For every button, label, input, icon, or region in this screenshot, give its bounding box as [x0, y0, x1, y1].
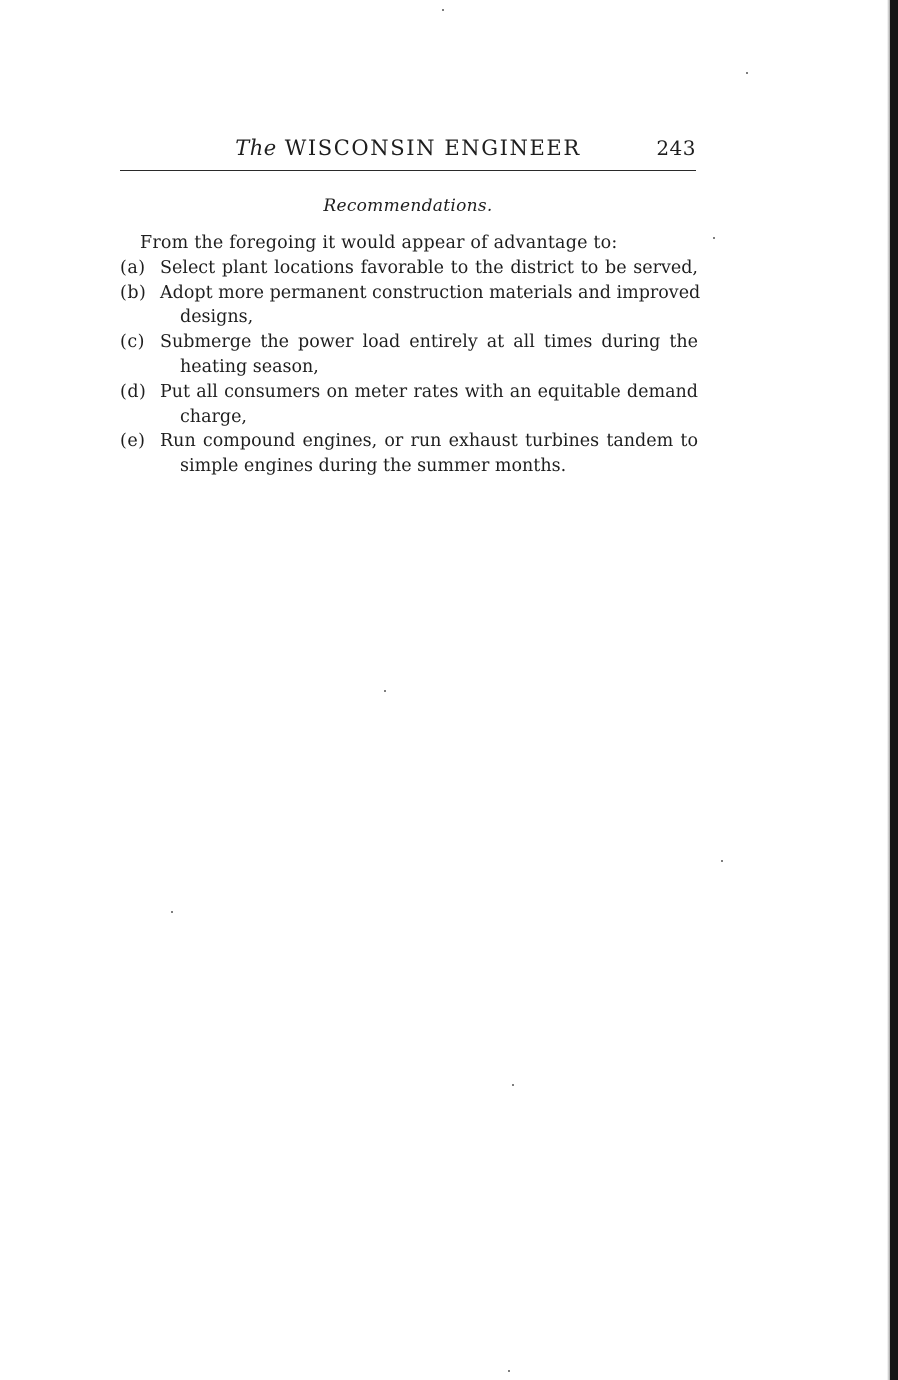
- scan-speck: [721, 860, 723, 862]
- recommendations-body: [120, 231, 701, 479]
- scan-speck: [508, 1370, 510, 1372]
- header-rule: [120, 170, 696, 171]
- scan-edge: [890, 0, 898, 1380]
- page-number: 243: [656, 136, 696, 160]
- list-item: [120, 281, 701, 331]
- list-item-continuation: heating season,: [180, 356, 319, 377]
- list-item-first-line: Put all consumers on meter rates with an equitable demand: [160, 381, 698, 402]
- scan-speck: [442, 9, 444, 11]
- journal-title: [120, 136, 696, 160]
- scan-speck: [746, 72, 748, 74]
- scan-speck: [512, 1084, 514, 1086]
- list-item-text: [160, 256, 698, 281]
- list-item-text: [160, 330, 698, 380]
- list-item-first-line: Select plant locations favorable to the district to be served,: [160, 257, 698, 278]
- list-item-first-line: Adopt more permanent construction materials and improved: [160, 282, 701, 303]
- list-item-continuation: charge,: [180, 406, 247, 427]
- list-item-marker: (b): [120, 282, 147, 303]
- list-item-text: [160, 281, 700, 331]
- running-header: [120, 134, 696, 164]
- list-item: [120, 380, 698, 430]
- list-item-marker: (a): [120, 257, 146, 278]
- list-item-text: [160, 429, 698, 479]
- intro-paragraph: From the foregoing it would appear of advantage to:: [140, 233, 618, 253]
- journal-title-prefix: The: [235, 136, 277, 160]
- scan-speck: [713, 237, 715, 239]
- journal-title-main: WISCONSIN ENGINEER: [284, 136, 581, 160]
- list-item-continuation: simple engines during the summer months.: [180, 456, 567, 477]
- list-item-first-line: Run compound engines, or run exhaust turbines tandem to: [160, 431, 698, 452]
- list-item: [120, 330, 698, 380]
- list-item-continuation: designs,: [180, 307, 254, 328]
- list-item-marker: (d): [120, 381, 147, 402]
- scan-speck: [171, 911, 173, 913]
- list-item: [120, 429, 698, 479]
- list-item: [120, 256, 698, 281]
- list-item-marker: (e): [120, 431, 146, 452]
- scan-speck: [384, 690, 386, 692]
- list-item-text: [160, 380, 698, 430]
- section-title: Recommendations.: [323, 196, 493, 216]
- list-item-marker: (c): [120, 332, 145, 353]
- list-item-first-line: Submerge the power load entirely at all times during the: [160, 332, 698, 353]
